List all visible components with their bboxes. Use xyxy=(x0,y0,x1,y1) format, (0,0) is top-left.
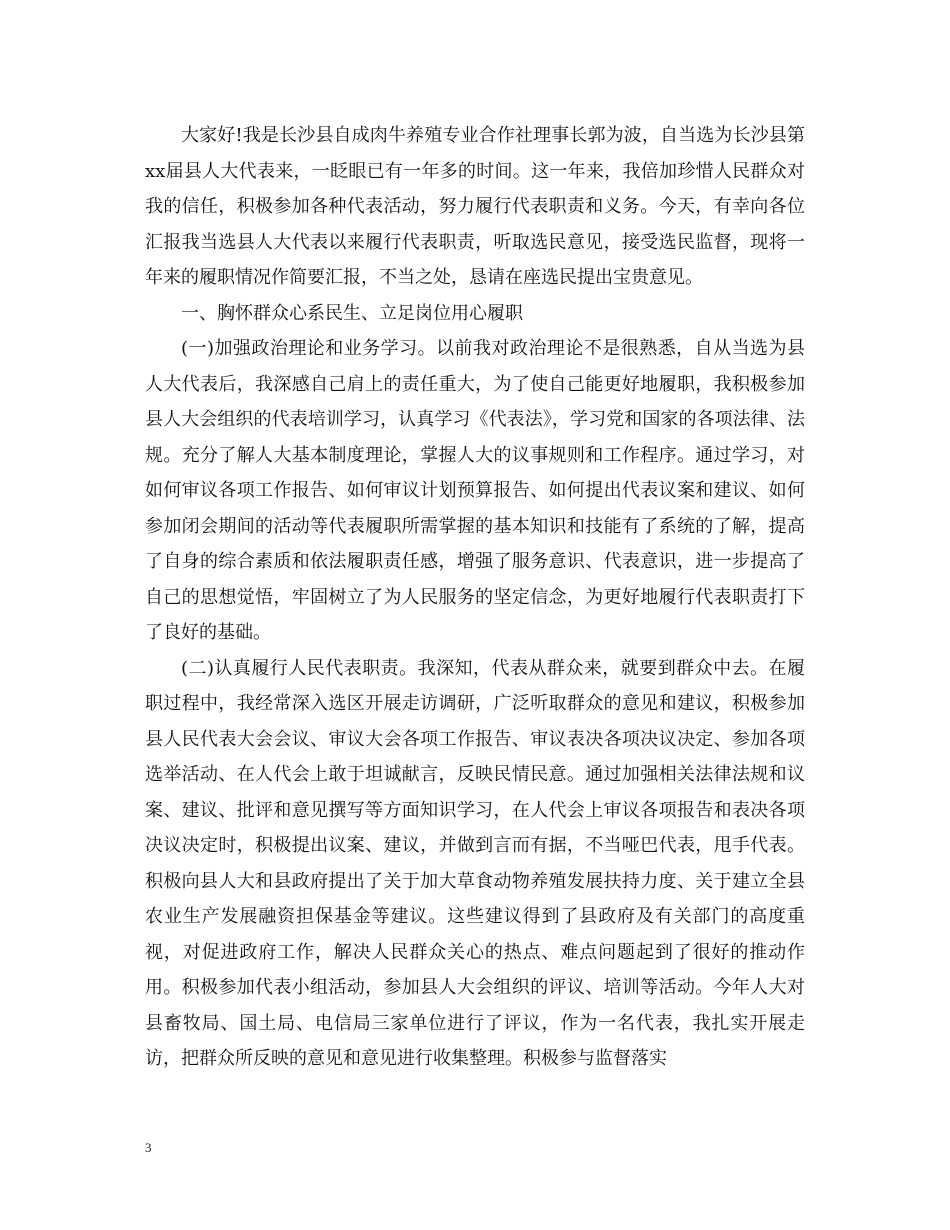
document-body xyxy=(145,118,805,1077)
page-number: 3 xyxy=(145,1140,152,1155)
section-heading-1: 一、胸怀群众心系民生、立足岗位用心履职 xyxy=(181,302,523,324)
paragraph-intro: 大家好!我是长沙县自成肉牛养殖专业合作社理事长郭为波，自当选为长沙县第xx届县人大代表来，一眨眼已有一年多的时间。这一年来，我倍加珍惜人民群众对我的信任，积极参加各种代表活动，努力履行代表职责和义务。今天，有幸向各位汇报我当选县人大代表以来履行代表职责，听取选民意见，接受选民监督，现将一年来的履职情况作简要汇报，不当之处，恳请在座选民提出宝贵意见。 xyxy=(145,125,805,288)
paragraph-study: (一)加强政治理论和业务学习。以前我对政治理论不是很熟悉，自从当选为县人大代表后，我深感自己肩上的责任重大，为了使自己能更好地履职，我积极参加县人大会组织的代表培训学习，认真学习《代表法》，学习党和国家的各项法律、法规。充分了解人大基本制度理论，掌握人大的议事规则和工作程序。通过学习，对如何审议各项工作报告、如何审议计划预算报告、如何提出代表议案和建议、如何参加闭会期间的活动等代表履职所需掌握的基本知识和技能有了系统的了解，提高了自身的综合素质和依法履职责任感，增强了服务意识、代表意识，进一步提高了自己的思想觉悟，牢固树立了为人民服务的坚定信念，为更好地履行代表职责打下了良好的基础。 xyxy=(145,338,805,643)
paragraph-duties: (二)认真履行人民代表职责。我深知，代表从群众来，就要到群众中去。在履职过程中，我经常深入选区开展走访调研，广泛听取群众的意见和建议，积极参加县人民代表大会会议、审议大会各项工作报告、审议表决各项决议决定、参加各项选举活动、在人代会上敢于坦诚献言，反映民情民意。通过加强相关法律法规和议案、建议、批评和意见撰写等方面知识学习，在人代会上审议各项报告和表决各项决议决定时，积极提出议案、建议，并做到言而有据，不当哑巴代表，甩手代表。积极向县人大和县政府提出了关于加大草食动物养殖发展扶持力度、关于建立全县农业生产发展融资担保基金等建议。这些建议得到了县政府及有关部门的高度重视，对促进政府工作，解决人民群众关心的热点、难点问题起到了很好的推动作用。积极参加代表小组活动，参加县人大会组织的评议、培训等活动。今年人大对县畜牧局、国土局、电信局三家单位进行了评议，作为一名代表，我扎实开展走访，把群众所反映的意见和意见进行收集整理。积极参与监督落实 xyxy=(145,657,805,1069)
